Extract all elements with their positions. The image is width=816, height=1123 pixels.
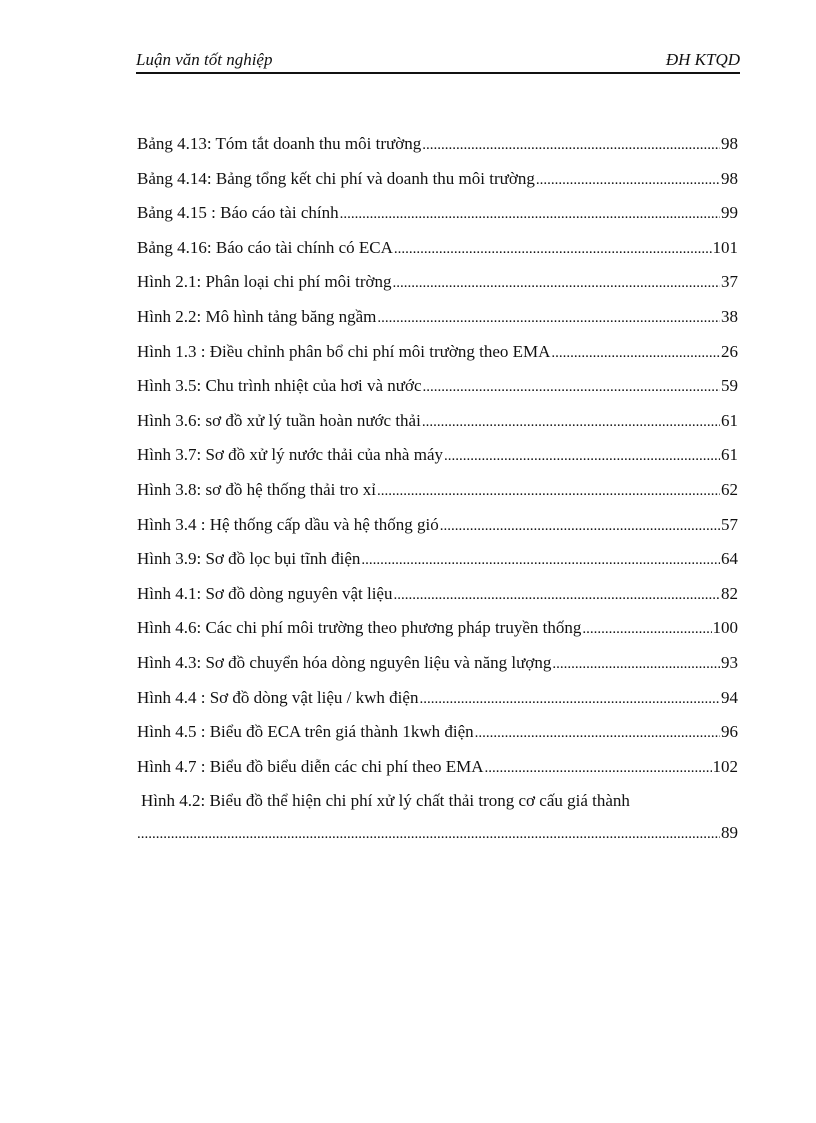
header-university: ĐH KTQD [665,50,740,69]
toc-dot-leader [340,202,720,226]
toc-entry-label: Hình 2.2: Mô hình tảng băng ngầm [137,306,377,326]
toc-entry-label: Hình 4.3: Sơ đồ chuyển hóa dòng nguyên liệu và năng lượng [137,652,552,672]
toc-entry[interactable] [137,132,738,167]
toc-entry[interactable] [137,616,738,651]
toc-entry-label: Bảng 4.13: Tóm tắt doanh thu môi trường [137,134,422,153]
toc-entry-page: 89 [721,823,738,843]
toc-entry-label: Hình 4.5 : Biểu đồ ECA trên giá thành 1kwh điện [137,722,474,742]
toc-dot-leader [394,237,712,261]
toc-entry-page: 62 [721,479,738,499]
toc-entry-page: 93 [721,652,738,672]
toc-entry-label: Hình 3.4 : Hệ thống cấp dầu và hệ thống gió [137,514,439,534]
toc-entry-label: Bảng 4.15 : Báo cáo tài chính [137,203,339,223]
toc-dot-leader [361,548,720,572]
toc-entry-label: Bảng 4.14: Bảng tổng kết chi phí và doanh thu môi trường [137,168,535,188]
toc-dot-leader [377,479,720,503]
toc-entry-page: 98 [721,168,738,188]
toc-entry[interactable] [137,305,738,340]
toc-entry-page: 99 [721,203,738,223]
toc-entry[interactable] [137,582,738,617]
toc-entry-page: 57 [721,514,738,534]
toc-entry[interactable] [137,720,738,755]
toc-entry[interactable] [137,478,738,513]
toc-entry-label: Hình 3.7: Sơ đồ xử lý nước thải của nhà máy [137,445,443,465]
toc-entry-page: 100 [712,618,738,638]
toc-entry-label: Hình 1.3 : Điều chỉnh phân bổ chi phí môi trường theo EMA [137,341,551,361]
toc-entry-page: 96 [721,722,738,742]
toc-dot-leader [551,341,720,365]
toc-entry-page: 59 [721,376,738,396]
toc-entry-label: Hình 4.6: Các chi phí môi trường theo phương pháp truyền thống [137,618,582,638]
toc-entry-page: 61 [721,445,738,465]
toc-entry-page: 102 [712,756,738,776]
toc-entry[interactable] [137,651,738,686]
toc-entry-page: 26 [721,341,738,361]
toc-dot-leader [475,721,720,745]
toc-entry-page: 98 [721,134,738,153]
toc-entry[interactable] [137,270,738,305]
toc-dot-leader [393,271,720,295]
header-thesis-title: Luận văn tốt nghiệp [136,50,273,69]
toc-entry[interactable] [137,755,738,790]
toc-entry-label: Hình 3.5: Chu trình nhiệt của hơi và nước [137,376,422,396]
toc-dot-leader [423,375,720,399]
toc-entry[interactable] [137,374,738,409]
toc-dot-leader [536,168,720,192]
toc-dot-leader [582,617,711,641]
toc-dot-leader [444,444,720,468]
toc-entry-page: 64 [721,549,738,569]
toc-entry-label: Hình 3.6: sơ đồ xử lý tuần hoàn nước thải [137,410,421,430]
toc-entry-page: 37 [721,272,738,292]
toc-entry-label: Hình 3.9: Sơ đồ lọc bụi tĩnh điện [137,549,361,569]
toc-entry[interactable] [137,340,738,375]
toc-entry-page: 61 [721,410,738,430]
toc-entry-wrapped[interactable] [137,789,738,846]
toc-dot-leader [422,133,720,157]
toc-entry-label: Bảng 4.16: Báo cáo tài chính có ECA [137,237,393,257]
toc-entry-label: Hình 4.4 : Sơ đồ dòng vật liệu / kwh điện [137,687,419,707]
toc-dot-leader [419,687,720,711]
toc-dot-leader [377,306,720,330]
toc-dot-leader [137,822,720,846]
toc-entry-page: 94 [721,687,738,707]
toc-entry[interactable] [137,167,738,202]
toc-entry[interactable] [137,201,738,236]
toc-entry-label: Hình 4.7 : Biểu đồ biểu diễn các chi phí theo EMA [137,756,484,776]
toc-dot-leader [440,514,720,538]
toc-entry-label: Hình 2.1: Phân loại chi phí môi trờng [137,272,392,292]
toc-entry-label: Hình 4.2: Biểu đồ thể hiện chi phí xử lý chất thải trong cơ cấu giá thành [141,791,630,811]
toc-entry[interactable] [137,547,738,582]
toc-entry-page: 38 [721,306,738,326]
toc-entry[interactable] [137,513,738,548]
table-of-figures [137,132,738,846]
toc-entry-page: 82 [721,583,738,603]
toc-entry-label: Hình 4.1: Sơ đồ dòng nguyên vật liệu [137,583,393,603]
page-header [136,50,740,74]
toc-entry[interactable] [137,236,738,271]
toc-dot-leader [552,652,720,676]
toc-entry[interactable] [137,409,738,444]
toc-dot-leader [393,583,720,607]
toc-dot-leader [422,410,720,434]
toc-dot-leader [485,756,712,780]
toc-entry-page: 101 [712,237,738,257]
toc-entry[interactable] [137,443,738,478]
toc-entry[interactable] [137,686,738,721]
toc-entry-label: Hình 3.8: sơ đồ hệ thống thải tro xỉ [137,479,376,499]
